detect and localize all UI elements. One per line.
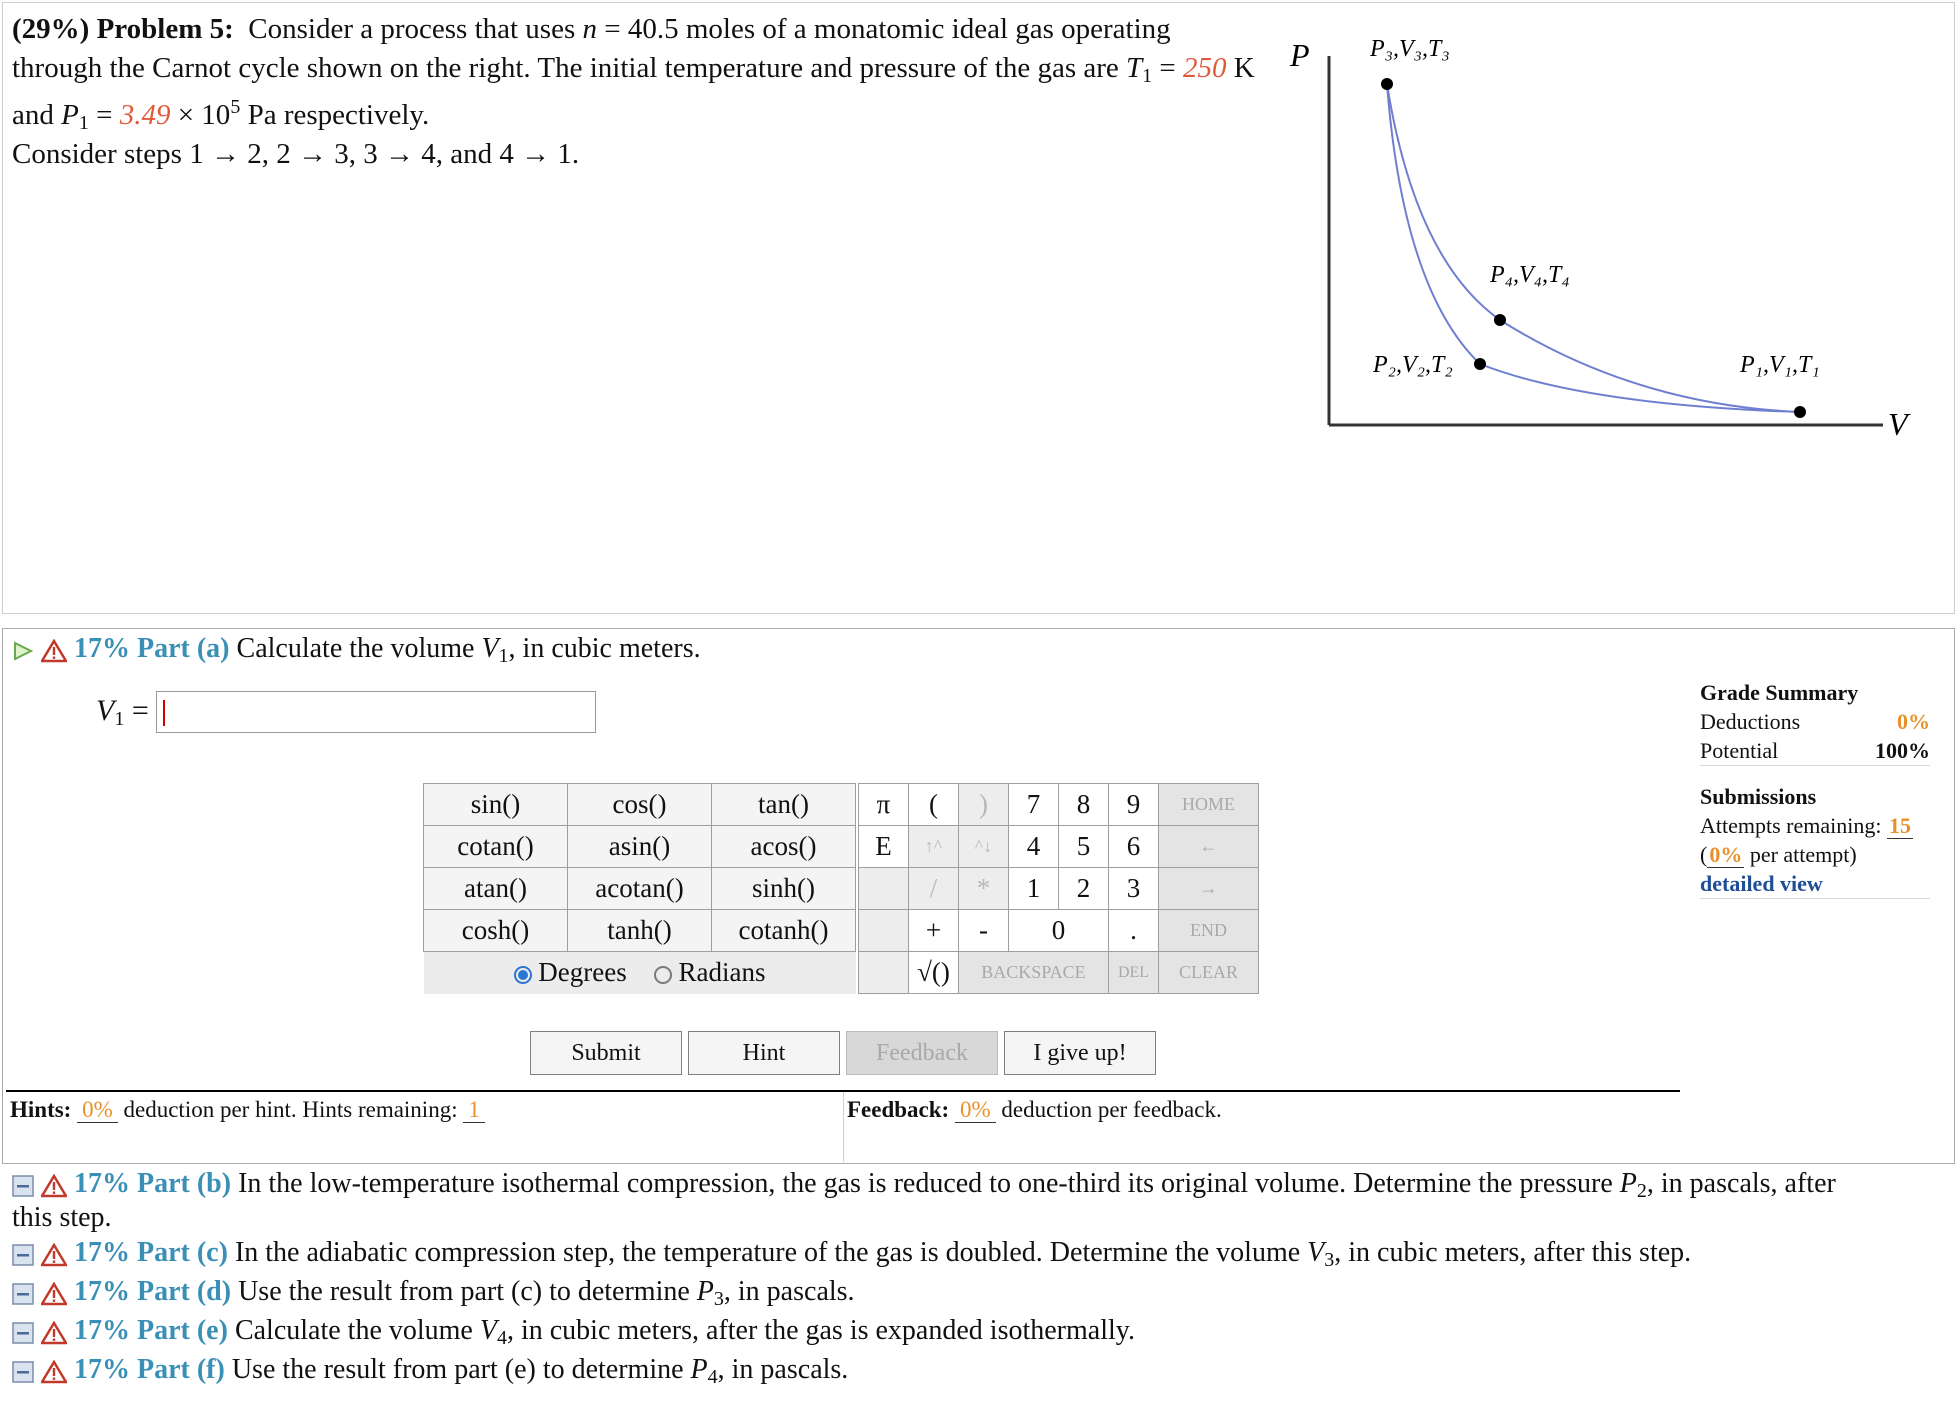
feedback-label: Feedback: xyxy=(847,1097,950,1122)
warning-icon xyxy=(41,1243,67,1267)
per-attempt-text: per attempt) xyxy=(1749,842,1857,867)
key-tan[interactable]: tan() xyxy=(712,784,856,826)
var-t1: T xyxy=(1126,52,1143,84)
key-end[interactable]: END xyxy=(1159,910,1259,952)
attempts-row xyxy=(1700,811,1930,840)
part-a-header xyxy=(12,632,701,666)
hints-feedback-divider xyxy=(843,1092,844,1162)
expand-box-icon[interactable] xyxy=(12,1361,34,1383)
part-c-text: In the adiabatic compression step, the temperature of the gas is doubled. Determine the volume xyxy=(234,1237,1301,1268)
problem-text-3: and xyxy=(12,99,54,131)
part-b-tail: , in pascals, after xyxy=(1646,1168,1836,1199)
state-1-point xyxy=(1794,406,1806,418)
key-2[interactable]: 2 xyxy=(1059,868,1109,910)
angle-mode xyxy=(424,952,856,994)
key-0[interactable]: 0 xyxy=(1009,910,1109,952)
warning-icon xyxy=(41,1360,67,1384)
part-e-sub: 4 xyxy=(496,1327,507,1349)
detailed-view-link[interactable]: detailed view xyxy=(1700,869,1930,899)
potential-value: 100% xyxy=(1875,738,1930,763)
key-8[interactable]: 8 xyxy=(1059,784,1109,826)
key-e[interactable]: E xyxy=(859,826,909,868)
axis-label-v: V xyxy=(1888,406,1908,442)
part-d-var: P xyxy=(696,1276,714,1307)
warning-icon xyxy=(41,1174,67,1198)
key-del[interactable]: DEL xyxy=(1109,952,1159,994)
key-asin[interactable]: asin() xyxy=(568,826,712,868)
warning-icon xyxy=(41,1282,67,1306)
part-e-tail: , in cubic meters, after the gas is expanded isothermally. xyxy=(506,1315,1135,1346)
expand-box-icon[interactable] xyxy=(12,1244,34,1266)
part-a-var: V xyxy=(481,633,499,664)
problem-text-1: Consider a process that uses xyxy=(248,13,576,45)
key-cosh[interactable]: cosh() xyxy=(424,910,568,952)
part-b-var: P xyxy=(1619,1168,1637,1199)
part-f-row[interactable] xyxy=(12,1353,848,1387)
answer-var: V xyxy=(96,694,115,727)
state-4-label: P₄,V₄,T₄ xyxy=(1490,262,1570,288)
part-e-row[interactable] xyxy=(12,1314,1135,1348)
key-blank-1 xyxy=(859,868,909,910)
function-keypad xyxy=(423,783,856,994)
p1-mult: × 10 xyxy=(170,99,231,131)
part-a-percent: 17% Part (a) xyxy=(74,633,230,664)
problem-line-1 xyxy=(12,10,1292,49)
key-7[interactable]: 7 xyxy=(1009,784,1059,826)
part-c-tail: , in cubic meters, after this step. xyxy=(1334,1237,1692,1268)
hint-button[interactable]: Hint xyxy=(688,1031,840,1075)
key-cotan[interactable]: cotan() xyxy=(424,826,568,868)
expand-triangle-icon[interactable] xyxy=(12,640,34,662)
degrees-radio[interactable] xyxy=(514,966,532,984)
key-1[interactable]: 1 xyxy=(1009,868,1059,910)
warning-icon xyxy=(41,1321,67,1345)
part-b-text: In the low-temperature isothermal compression, the gas is reduced to one-third its original volume. Determine the pressure xyxy=(238,1168,1613,1199)
key-5[interactable]: 5 xyxy=(1059,826,1109,868)
state-2-label: P₂,V₂,T₂ xyxy=(1373,352,1453,378)
warning-icon xyxy=(41,639,67,663)
state-1-label: P₁,V₁,T₁ xyxy=(1740,352,1820,378)
attempts-label: Attempts remaining: xyxy=(1700,813,1882,838)
radians-label: Radians xyxy=(678,957,766,988)
feedback-pct: 0% xyxy=(955,1097,996,1123)
problem-text-2: through the Carnot cycle shown on the right. The initial temperature and pressure of the gas are xyxy=(12,52,1119,84)
answer-eq: = xyxy=(124,694,149,727)
key-clear[interactable]: CLEAR xyxy=(1159,952,1259,994)
part-b-sub: 2 xyxy=(1636,1180,1647,1202)
part-f-text: Use the result from part (e) to determine xyxy=(231,1354,684,1385)
degrees-label: Degrees xyxy=(538,957,627,988)
pv-diagram xyxy=(1285,20,1959,460)
answer-sub: 1 xyxy=(114,708,125,730)
axis-label-p: P xyxy=(1290,37,1310,73)
key-plus[interactable]: + xyxy=(909,910,959,952)
problem-line-4: Consider steps 1 → 2, 2 → 3, 3 → 4, and 4 → 1. xyxy=(12,138,580,170)
state-4-point xyxy=(1494,314,1506,326)
key-blank-3 xyxy=(859,952,909,994)
part-a-prompt: Calculate the volume xyxy=(236,633,475,664)
text-cursor xyxy=(163,700,165,726)
submit-button[interactable]: Submit xyxy=(530,1031,682,1075)
p1-exp: 5 xyxy=(230,96,241,118)
hints-text: deduction per hint. Hints remaining: xyxy=(123,1097,458,1122)
key-home[interactable]: HOME xyxy=(1159,784,1259,826)
deductions-value: 0% xyxy=(1897,709,1930,734)
problem-weight: (29%) xyxy=(12,13,90,45)
part-d-tail: , in pascals. xyxy=(723,1276,855,1307)
feedback-button[interactable]: Feedback xyxy=(846,1031,998,1075)
key-4[interactable]: 4 xyxy=(1009,826,1059,868)
expand-box-icon[interactable] xyxy=(12,1322,34,1344)
per-attempt-row: (0% per attempt) xyxy=(1700,842,1857,867)
submissions-title: Submissions xyxy=(1700,784,1817,809)
part-b-tail-2: this step. xyxy=(12,1202,112,1233)
attempts-value: 15 xyxy=(1888,813,1911,838)
part-e-text: Calculate the volume xyxy=(234,1315,473,1346)
part-f-var: P xyxy=(690,1354,708,1385)
key-acos[interactable]: acos() xyxy=(712,826,856,868)
potential-label: Potential xyxy=(1700,738,1779,763)
problem-line-2: through the Carnot cycle shown on the right. The initial temperature and pressure of the gas are $T_1 = 250$ K xyxy=(12,52,1255,87)
part-f-percent: 17% Part (f) xyxy=(74,1354,225,1385)
key-sqrt[interactable]: √() xyxy=(909,952,959,994)
part-f-tail: , in pascals. xyxy=(717,1354,849,1385)
key-atan[interactable]: atan() xyxy=(424,868,568,910)
t1-unit: K xyxy=(1233,52,1255,84)
part-b-percent: 17% Part (b) xyxy=(74,1168,232,1199)
key-9[interactable]: 9 xyxy=(1109,784,1159,826)
give-up-button[interactable]: I give up! xyxy=(1004,1031,1156,1075)
key-tanh[interactable]: tanh() xyxy=(568,910,712,952)
key-backspace[interactable]: BACKSPACE xyxy=(959,952,1109,994)
answer-input[interactable] xyxy=(156,691,596,733)
part-d-text: Use the result from part (c) to determine xyxy=(238,1276,690,1307)
n-value: = 40.5 moles of a monatomic ideal gas operating xyxy=(597,13,1171,45)
t1-sub: 1 xyxy=(1142,65,1153,87)
p1-value: 3.49 xyxy=(119,99,171,131)
radians-radio[interactable] xyxy=(654,966,672,984)
key-sinh[interactable]: sinh() xyxy=(712,868,856,910)
part-d-percent: 17% Part (d) xyxy=(74,1276,232,1307)
key-down[interactable]: ^↓ xyxy=(959,826,1009,868)
hints-remaining: 1 xyxy=(463,1097,485,1123)
key-right-arrow[interactable]: → xyxy=(1159,868,1259,910)
answer-label xyxy=(96,694,149,728)
grade-summary xyxy=(1700,678,1930,899)
part-d-sub: 3 xyxy=(713,1288,724,1310)
key-blank-2 xyxy=(859,910,909,952)
hints-label: Hints: xyxy=(10,1097,72,1122)
expand-box-icon[interactable] xyxy=(12,1175,34,1197)
part-b-row[interactable] xyxy=(12,1167,1912,1235)
feedback-info xyxy=(847,1097,1222,1123)
part-f-sub: 4 xyxy=(707,1366,718,1388)
t1-value: 250 xyxy=(1183,52,1227,84)
var-n: n xyxy=(582,13,598,45)
deductions-label: Deductions xyxy=(1700,709,1801,734)
key-pi[interactable]: π xyxy=(859,784,909,826)
key-dot[interactable]: . xyxy=(1109,910,1159,952)
part-e-var: V xyxy=(479,1315,497,1346)
problem-statement xyxy=(12,10,1292,174)
key-3[interactable]: 3 xyxy=(1109,868,1159,910)
key-minus[interactable]: - xyxy=(959,910,1009,952)
potential-row xyxy=(1700,736,1930,766)
problem-line-3: and $P_1 = 3.49 \times 10^5$ Pa respectively. xyxy=(12,96,430,134)
p1-unit: Pa respectively. xyxy=(240,99,430,131)
part-e-percent: 17% Part (e) xyxy=(74,1315,228,1346)
grade-summary-title: Grade Summary xyxy=(1700,680,1859,705)
state-2-point xyxy=(1474,358,1486,370)
part-d-row[interactable] xyxy=(12,1275,855,1309)
problem-title: Problem 5: xyxy=(96,13,234,45)
key-left-arrow[interactable]: ← xyxy=(1159,826,1259,868)
key-acotan[interactable]: acotan() xyxy=(568,868,712,910)
key-lparen[interactable]: ( xyxy=(909,784,959,826)
p1-sub: 1 xyxy=(78,112,89,134)
hints-info xyxy=(10,1097,485,1123)
deductions-row xyxy=(1700,707,1930,736)
key-rparen[interactable]: ) xyxy=(959,784,1009,826)
per-attempt-pct: 0% xyxy=(1709,842,1743,867)
feedback-text: deduction per feedback. xyxy=(1001,1097,1222,1122)
part-c-row[interactable] xyxy=(12,1236,1691,1270)
key-cos[interactable]: cos() xyxy=(568,784,712,826)
state-3-point xyxy=(1381,78,1393,90)
numeric-keypad xyxy=(858,783,1259,994)
adiabat-left xyxy=(1387,84,1480,364)
part-a-sub: 1 xyxy=(498,645,509,667)
var-p1: P xyxy=(61,99,79,131)
part-c-var: V xyxy=(1307,1237,1325,1268)
key-cotanh[interactable]: cotanh() xyxy=(712,910,856,952)
key-6[interactable]: 6 xyxy=(1109,826,1159,868)
part-c-sub: 3 xyxy=(1324,1249,1335,1271)
state-3-label: P₃,V₃,T₃ xyxy=(1370,36,1450,62)
expand-box-icon[interactable] xyxy=(12,1283,34,1305)
part-c-percent: 17% Part (c) xyxy=(74,1237,228,1268)
key-up[interactable]: ↑^ xyxy=(909,826,959,868)
key-sin[interactable]: sin() xyxy=(424,784,568,826)
hints-pct: 0% xyxy=(77,1097,118,1123)
key-slash[interactable]: / xyxy=(909,868,959,910)
part-a-prompt-end: , in cubic meters. xyxy=(508,633,701,664)
key-star[interactable]: * xyxy=(959,868,1009,910)
